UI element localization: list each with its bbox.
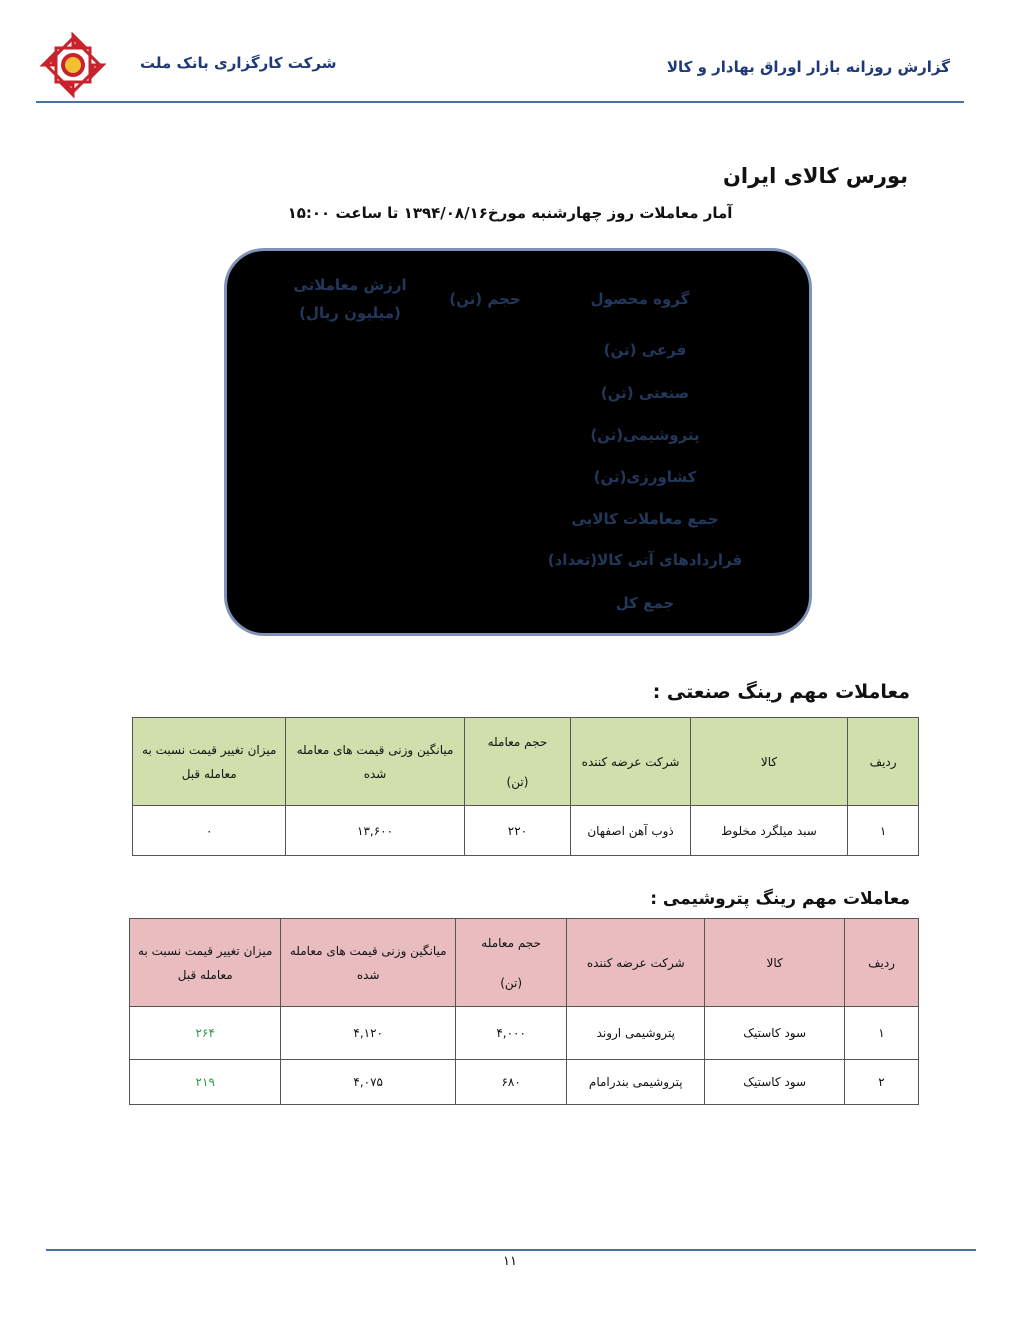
cell-row-number: ۲ xyxy=(845,1060,919,1105)
cell-commodity: سبد میلگرد مخلوط xyxy=(690,806,847,856)
bank-mellat-logo xyxy=(40,32,106,98)
cell-avg-price: ۴,۱۲۰ xyxy=(281,1007,456,1060)
cell-volume: ۶۸۰ xyxy=(455,1060,566,1105)
header-volume-label: حجم معامله xyxy=(481,935,541,950)
header-commodity: کالا xyxy=(705,919,845,1007)
cell-commodity: سود کاستیک xyxy=(705,1060,845,1105)
stats-subtitle: آمار معاملات روز چهارشنبه مورخ۱۳۹۴/۰۸/۱۶ تا ساعت ۱۵:۰۰ xyxy=(287,204,733,222)
cell-supplier: پتروشیمی بندرامام xyxy=(567,1060,705,1105)
header-volume-label: حجم معامله xyxy=(487,734,548,749)
header-price-change: میزان تغییر قیمت نسبت به معامله قبل xyxy=(133,718,286,806)
cell-row-number: ۱ xyxy=(845,1007,919,1060)
summary-header-volume: حجم (تن) xyxy=(449,290,521,308)
summary-header-group: گروه محصول xyxy=(590,290,690,308)
cell-price-change: ۲۱۹ xyxy=(130,1060,281,1105)
summary-header-value: ارزش معاملاتی xyxy=(293,276,407,294)
industrial-ring-title: معاملات مهم رینگ صنعتی : xyxy=(652,681,910,703)
footer-divider xyxy=(46,1249,976,1251)
summary-row-label: جمع معاملات کالایی xyxy=(571,510,719,528)
summary-row-label: فرعی (تن) xyxy=(603,341,687,359)
cell-volume: ۴,۰۰۰ xyxy=(455,1007,566,1060)
company-name: شرکت کارگزاری بانک ملت xyxy=(140,54,337,72)
page-number: ۱۱ xyxy=(503,1254,517,1269)
page-title: بورس کالای ایران xyxy=(723,164,908,188)
cell-price-change: ۲۶۴ xyxy=(130,1007,281,1060)
cell-supplier: ذوب آهن اصفهان xyxy=(571,806,691,856)
cell-avg-price: ۴,۰۷۵ xyxy=(281,1060,456,1105)
table-row xyxy=(130,1060,919,1105)
cell-price-change: ۰ xyxy=(133,806,286,856)
header-supplier: شرکت عرضه کننده xyxy=(567,919,705,1007)
petro-ring-title: معاملات مهم رینگ پتروشیمی : xyxy=(650,889,910,909)
header-supplier: شرکت عرضه کننده xyxy=(571,718,691,806)
header-divider xyxy=(36,101,964,103)
header-volume xyxy=(464,718,571,806)
header-volume-unit: (تن) xyxy=(500,975,523,990)
table-row xyxy=(130,1007,919,1060)
cell-supplier: پتروشیمی اروند xyxy=(567,1007,705,1060)
cell-commodity: سود کاستیک xyxy=(705,1007,845,1060)
summary-row-label: قراردادهای آتی کالا(تعداد) xyxy=(547,551,743,569)
header-volume xyxy=(455,919,566,1007)
summary-row-label: صنعتی (تن) xyxy=(600,384,690,402)
header-commodity: کالا xyxy=(690,718,847,806)
cell-avg-price: ۱۳,۶۰۰ xyxy=(286,806,464,856)
header-avg-price: میانگین وزنی قیمت های معامله شده xyxy=(281,919,456,1007)
petro-table xyxy=(129,918,919,1105)
report-title: گزارش روزانه بازار اوراق بهادار و کالا xyxy=(666,58,950,76)
cell-volume: ۲۲۰ xyxy=(464,806,571,856)
header-price-change: میزان تغییر قیمت نسبت به معامله قبل xyxy=(130,919,281,1007)
summary-row-label: کشاورزی(تن) xyxy=(593,468,697,486)
table-row xyxy=(133,806,919,856)
industrial-table xyxy=(132,717,919,856)
summary-header-value-unit: (میلیون ریال) xyxy=(299,304,401,322)
summary-row-label: جمع کل xyxy=(615,594,675,612)
header-row-number: ردیف xyxy=(845,919,919,1007)
header-avg-price: میانگین وزنی قیمت های معامله شده xyxy=(286,718,464,806)
cell-row-number: ۱ xyxy=(848,806,919,856)
header-row-number: ردیف xyxy=(848,718,919,806)
summary-row-label: پتروشیمی(تن) xyxy=(590,426,700,444)
header-volume-unit: (تن) xyxy=(506,774,529,789)
